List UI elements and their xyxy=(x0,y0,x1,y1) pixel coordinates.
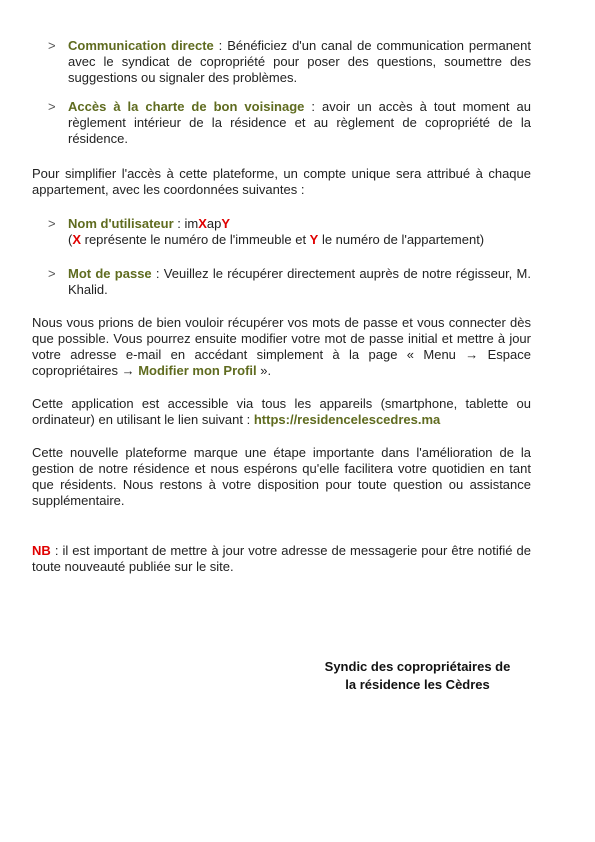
signature-line-1: Syndic des copropriétaires de xyxy=(324,659,511,674)
username-label: Nom d'utilisateur xyxy=(68,216,174,231)
website-link[interactable]: https://residencelescedres.ma xyxy=(253,412,441,427)
note-open: ( xyxy=(68,232,73,247)
item-label: Accès à la charte de bon voisinage xyxy=(68,99,305,114)
username-x: X xyxy=(198,216,207,231)
list-item-username xyxy=(48,216,531,248)
access-paragraph xyxy=(32,396,531,428)
list-item-password xyxy=(48,266,531,298)
nb-paragraph xyxy=(32,543,531,575)
modifier-profil-link[interactable]: Modifier mon Profil xyxy=(138,363,257,378)
username-y: Y xyxy=(221,216,231,231)
list-item-text xyxy=(68,99,531,147)
username-text xyxy=(68,216,531,248)
username-mid: ap xyxy=(206,216,222,231)
bullet-marker: > xyxy=(48,38,56,53)
note-y: Y xyxy=(309,232,319,247)
item-label: Communication directe xyxy=(68,38,214,53)
closing-paragraph: Cette nouvelle plateforme marque une étape importante dans l'amélioration de la gestion de notre résidence et nous espérons qu'elle facilitera votre quotidien en tant que résidents. Nous restons à votre disposition pour toute question ou assistance supplémentaire. xyxy=(32,445,531,508)
signature-line-2: la résidence les Cèdres xyxy=(345,677,490,692)
username-prefix: im xyxy=(184,216,199,231)
recover-paragraph xyxy=(32,315,531,379)
item-description: : avoir un accès à tout moment au règlement intérieur de la résidence et au règlement de copropriété de la résidence. xyxy=(68,99,532,146)
username-sep: : xyxy=(173,216,185,231)
password-description: : Veuillez le récupérer directement auprès de notre régisseur, M. Khalid. xyxy=(68,266,531,297)
password-text xyxy=(68,266,531,298)
signature xyxy=(300,658,535,694)
recover-end: ». xyxy=(256,363,272,378)
nb-label: NB xyxy=(32,543,51,558)
access-text: Cette application est accessible via tous les appareils (smartphone, tablette ou ordinateur) en utilisant le lien suivant : xyxy=(32,396,531,427)
nb-text: : il est important de mettre à jour votre adresse de messagerie pour être notifié de toute nouveauté publiée sur le site. xyxy=(32,543,531,574)
recover-text: Nous vous prions de bien vouloir récupérer vos mots de passe et vous connecter dès que possible. Vous pourrez ensuite modifier votre mot de passe initial et mettre à jour votre adresse e-mail en accédant simplement à la page « Menu → Espace copropriétaires → xyxy=(32,315,531,378)
item-description: : Bénéficiez d'un canal de communication permanent avec le syndicat de copropriété pour poser des questions, soumettre des suggestions ou signaler des problèmes. xyxy=(68,38,531,85)
note-x: X xyxy=(72,232,82,247)
list-item-charte xyxy=(48,99,531,147)
password-label: Mot de passe xyxy=(68,266,152,281)
list-item-text xyxy=(68,38,531,86)
bullet-marker: > xyxy=(48,216,56,231)
intro-paragraph: Pour simplifier l'accès à cette plateforme, un compte unique sera attribué à chaque appartement, avec les coordonnées suivantes : xyxy=(32,166,531,197)
bullet-marker: > xyxy=(48,99,56,114)
list-item-communication xyxy=(48,38,531,86)
bullet-marker: > xyxy=(48,266,56,281)
note-mid: représente le numéro de l'immeuble et xyxy=(81,232,310,247)
note-end: le numéro de l'appartement) xyxy=(318,232,485,247)
